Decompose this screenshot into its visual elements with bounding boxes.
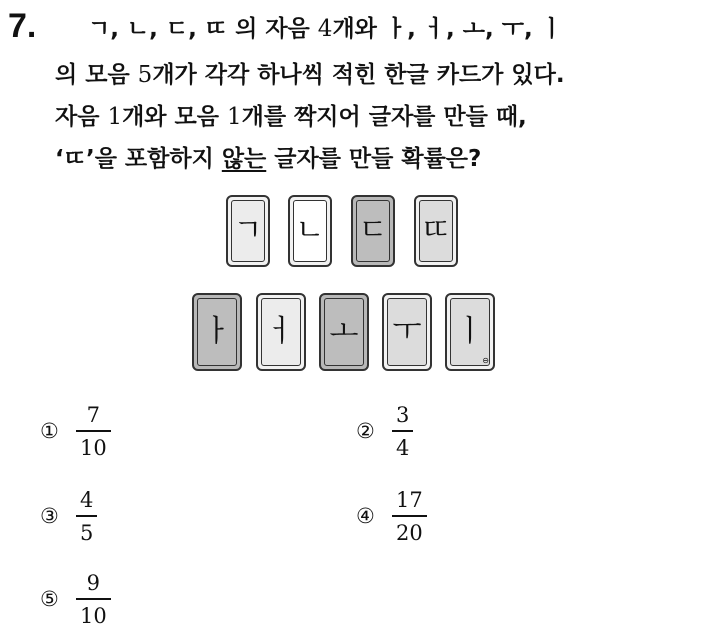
question-text: 개를 짝지어 글자를 만들 때, <box>241 104 527 130</box>
fraction-denominator: 10 <box>80 435 107 460</box>
option-number: ④ <box>356 504 375 529</box>
option-fraction <box>76 402 111 461</box>
fraction-denominator: 10 <box>80 603 107 628</box>
option-fraction <box>392 402 413 461</box>
card-letter: ㄱ <box>231 200 265 262</box>
fraction-numerator: 7 <box>86 403 101 427</box>
fraction-bar <box>392 430 413 432</box>
fraction-denominator: 4 <box>396 435 410 460</box>
question-line-1 <box>88 14 563 44</box>
answer-option-2[interactable] <box>356 402 413 461</box>
fraction-bar <box>76 598 111 600</box>
vowel-card <box>192 293 242 371</box>
vowel-card <box>382 293 432 371</box>
question-text: 자음 <box>55 104 108 130</box>
question-text: 개가 각각 하나씩 적힌 한글 카드가 있다. <box>152 62 565 88</box>
underlined-keyword: 않는 <box>221 146 267 172</box>
consonant-card <box>414 195 458 267</box>
card-letter: ㅏ <box>197 298 237 366</box>
question-text: 개와 모음 <box>122 104 227 130</box>
card-letter: ㅗ <box>324 298 364 366</box>
fraction-bar <box>76 430 111 432</box>
question-text: 의 모음 <box>55 62 138 88</box>
vowel-card <box>319 293 369 371</box>
fraction-denominator: 5 <box>80 520 94 545</box>
fraction-bar <box>76 515 97 517</box>
vowel-card <box>256 293 306 371</box>
question-number-value: 1 <box>107 104 123 130</box>
answer-option-4[interactable] <box>356 487 427 546</box>
question-number: 7. <box>8 7 37 45</box>
question-number-value: 5 <box>137 62 153 88</box>
vowel-card <box>445 293 495 371</box>
fraction-denominator: 20 <box>396 520 423 545</box>
question-line-3 <box>55 102 527 132</box>
question-number-value: 4 <box>317 16 333 42</box>
card-letter: ㅜ <box>387 298 427 366</box>
answer-option-5[interactable] <box>40 570 111 629</box>
card-letter: ㄷ <box>356 200 390 262</box>
question-line-2 <box>55 60 565 90</box>
question-text: 개와 ㅏ, ㅓ, ㅗ, ㅜ, ㅣ <box>332 16 563 42</box>
option-number: ⑤ <box>40 587 59 612</box>
question-text: ㄱ, ㄴ, ㄷ, ㄸ 의 자음 <box>88 16 318 42</box>
card-letter: ㅣ <box>450 298 490 366</box>
option-fraction <box>76 570 111 629</box>
answer-option-3[interactable] <box>40 487 97 546</box>
option-number: ① <box>40 419 59 444</box>
fraction-numerator: 9 <box>86 571 101 595</box>
question-line-4 <box>55 144 481 174</box>
question-number-value: 1 <box>226 104 242 130</box>
fraction-numerator: 4 <box>80 488 94 512</box>
consonant-card <box>351 195 395 267</box>
consonant-card <box>226 195 270 267</box>
question-text: 글자를 만들 확률은? <box>266 146 482 172</box>
option-fraction <box>76 487 97 546</box>
option-number: ② <box>356 419 375 444</box>
consonant-card <box>288 195 332 267</box>
card-letter: ㄸ <box>419 200 453 262</box>
card-letter: ㅓ <box>261 298 301 366</box>
fraction-numerator: 3 <box>396 403 410 427</box>
option-number: ③ <box>40 504 59 529</box>
card-corner-mark-icon: ⊖ <box>482 356 489 365</box>
answer-option-1[interactable] <box>40 402 111 461</box>
fraction-bar <box>392 515 427 517</box>
question-text: ‘ㄸ’을 포함하지 <box>55 146 222 172</box>
fraction-numerator: 17 <box>396 488 423 512</box>
option-fraction <box>392 487 427 546</box>
card-letter: ㄴ <box>293 200 327 262</box>
